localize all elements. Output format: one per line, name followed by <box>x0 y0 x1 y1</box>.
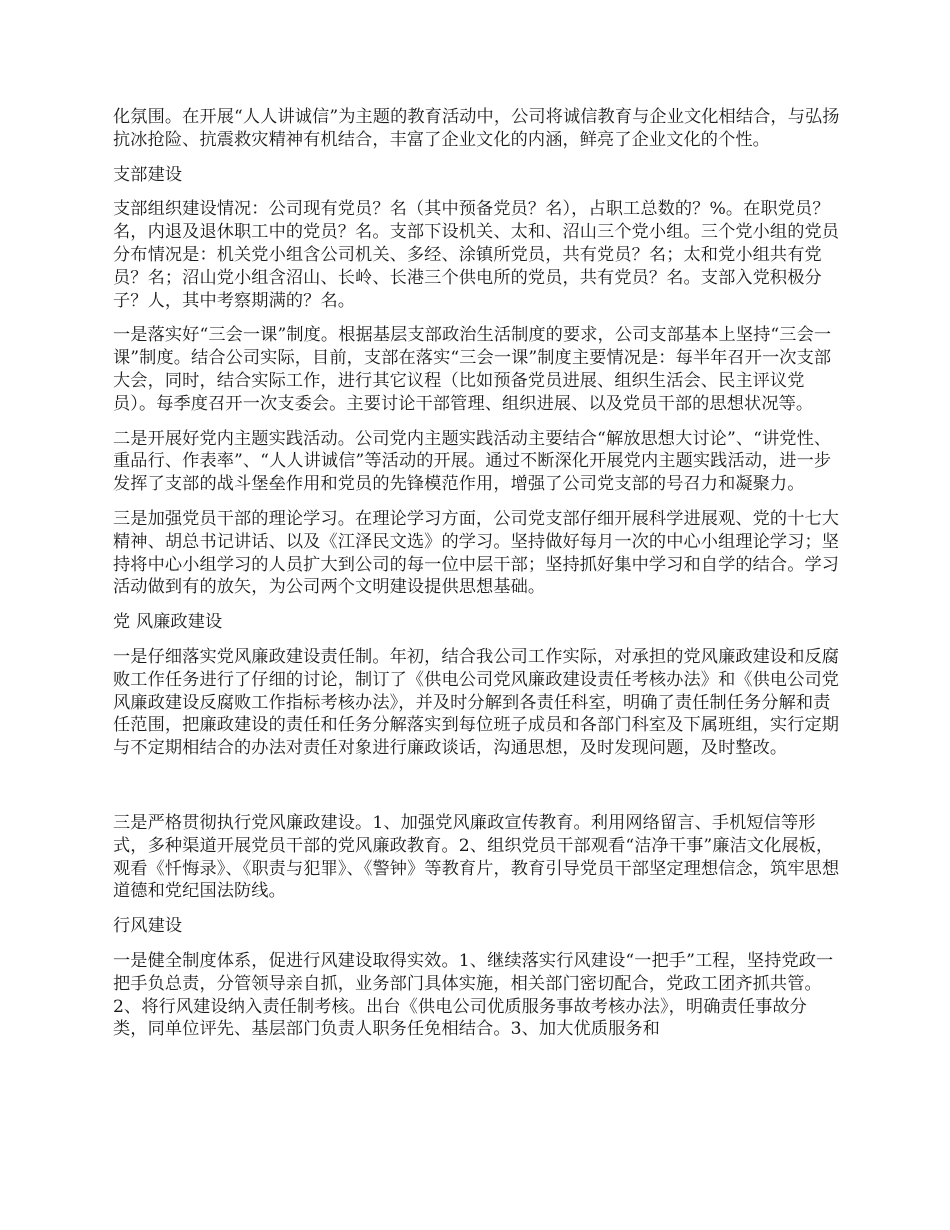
paragraph-integrity-education: 三是严格贯彻执行党风廉政建设。1、加强党风廉政宣传教育。利用网络留言、手机短信等形式，多种渠道开展党员干部的党风廉政教育。2、组织党员干部观看“洁净干事”廉洁文化展板，观看《忏悔录》、《职责与犯罪》、《警钟》等教育片，教育引导党员干部坚定理想信念，筑牢思想道德和党纪国法防线。 <box>113 812 840 902</box>
document-body <box>113 106 840 1053</box>
heading-clean-government: 党 风廉政建设 <box>113 612 223 633</box>
paragraph-theory-study: 三是加强党员干部的理论学习。在理论学习方面，公司党支部仔细开展科学进展观、党的十七大精神、胡总书记讲话、以及《江泽民文选》的学习。坚持做好每月一次的中心小组理论学习；坚持将中心小组学习的人员扩大到公司的每一位中层干部；坚持抓好集中学习和自学的结合。学习活动做到有的放矢，为公司两个文明建设提供思想基础。 <box>113 508 840 598</box>
paragraph-branch-organization: 支部组织建设情况：公司现有党员？名（其中预备党员？名），占职工总数的？%。在职党员？名，内退及退休职工中的党员？名。支部下设机关、太和、沼山三个党小组。三个党小组的党员分布情况是：机关党小组含公司机关、多经、涂镇所党员，共有党员？名；太和党小组共有党员？名；沼山党小组含沼山、长岭、长港三个供电所的党员，共有党员？名。支部入党积极分子？人，其中考察期满的？名。 <box>113 199 840 311</box>
paragraph-theme-practice: 二是开展好党内主题实践活动。公司党内主题实践活动主要结合“解放思想大讨论”、“讲党性、重品行、作表率”、“人人讲诚信”等活动的开展。通过不断深化开展党内主题实践活动，进一步发挥了支部的战斗堡垒作用和党员的先锋模范作用，增强了公司党支部的号召力和凝聚力。 <box>113 428 832 495</box>
heading-conduct-building: 行风建设 <box>113 916 183 937</box>
paragraph-responsibility-system: 一是仔细落实党风廉政建设责任制。年初，结合我公司工作实际，对承担的党风廉政建设和反腐败工作任务进行了仔细的讨论，制订了《供电公司党风廉政建设责任考核办法》和《供电公司党风廉政建设反腐败工作指标考核办法》，并及时分解到各责任科室，明确了责任制任务分解和责任范围，把廉政建设的责任和任务分解落实到每位班子成员和各部门科室及下属班组，实行定期与不定期相结合的办法对责任对象进行廉政谈话，沟通思想，及时发现问题，及时整改。 <box>113 646 840 759</box>
paragraph-corporate-culture: 化氛围。在开展“人人讲诚信”为主题的教育活动中，公司将诚信教育与企业文化相结合，与弘扬抗冰抢险、抗震救灾精神有机结合，丰富了企业文化的内涵，鲜亮了企业文化的个性。 <box>113 107 840 150</box>
paragraph-three-meetings: 一是落实好“三会一课”制度。根据基层支部政治生活制度的要求，公司支部基本上坚持“三会一课”制度。结合公司实际，目前，支部在落实“三会一课”制度主要情况是：每半年召开一次支部大会，同时，结合实际工作，进行其它议程（比如预备党员进展、组织生活会、民主评议党员）。每季度召开一次支委会。主要讨论干部管理、组织进展、以及党员干部的思想状况等。 <box>113 325 832 414</box>
blank-spacer <box>113 772 840 812</box>
heading-branch-building: 支部建设 <box>113 164 183 185</box>
paragraph-system-building: 一是健全制度体系，促进行风建设取得实效。1、继续落实行风建设“一把手”工程，坚持党政一把手负总责，分管领导亲自抓，业务部门具体实施，相关部门密切配合，党政工团齐抓共管。2、将行风建设纳入责任制考核。出台《供电公司优质服务事故考核办法》，明确责任事故分类，同单位评先、基层部门负责人职务任免相结合。3、加大优质服务和 <box>113 950 834 1040</box>
